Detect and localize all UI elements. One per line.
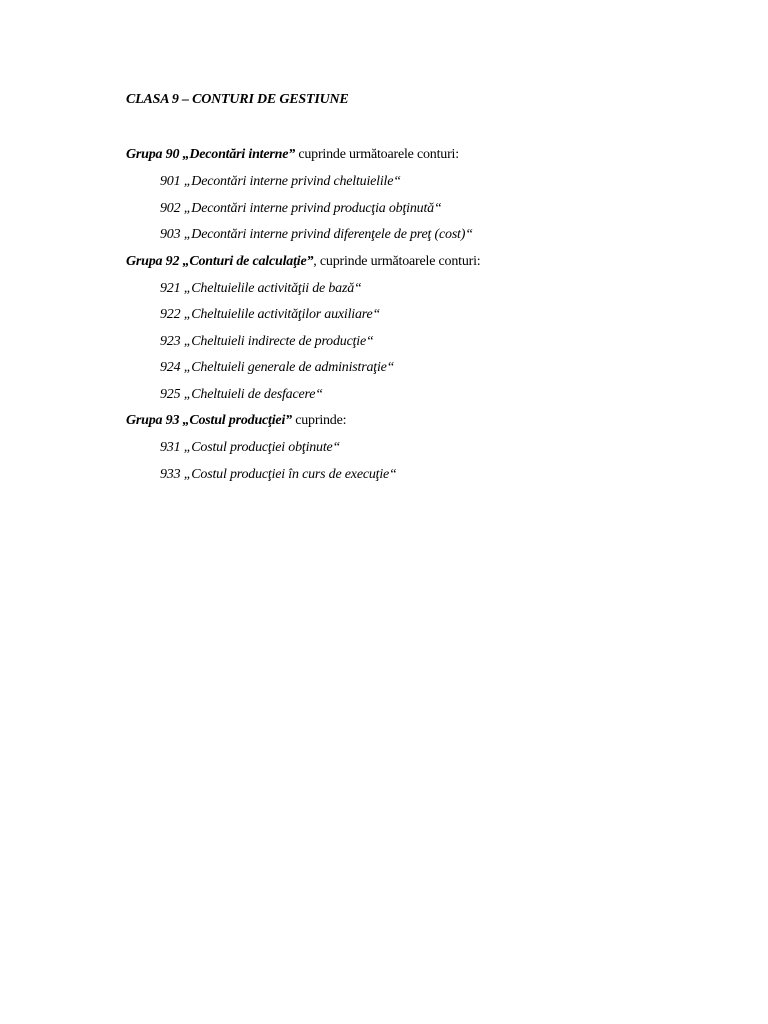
account-922: 922 „Cheltuielile activităţilor auxiliare“: [160, 307, 381, 322]
group-90-heading: [126, 147, 459, 163]
account-902: 902 „Decontări interne privind producţia obţinută“: [160, 201, 442, 216]
group-92-title: Grupa 92 „Conturi de calculaţie”: [126, 254, 314, 269]
group-90-description: cuprinde următoarele conturi:: [295, 147, 459, 162]
group-93-heading: [126, 413, 346, 429]
account-921: 921 „Cheltuielile activităţii de bază“: [160, 281, 362, 296]
group-93-title: Grupa 93 „Costul producţiei”: [126, 413, 292, 428]
account-924: 924 „Cheltuieli generale de administraţie“: [160, 360, 395, 375]
document-title: CLASA 9 – CONTURI DE GESTIUNE: [126, 92, 349, 107]
group-93-description: cuprinde:: [291, 413, 347, 428]
group-90-title: Grupa 90 „Decontări interne”: [126, 147, 296, 162]
account-933: 933 „Costul producţiei în curs de execuţie“: [160, 467, 397, 482]
account-925: 925 „Cheltuieli de desfacere“: [160, 387, 323, 402]
account-923: 923 „Cheltuieli indirecte de producţie“: [160, 334, 374, 349]
group-92-description: , cuprinde următoarele conturi:: [313, 254, 481, 269]
group-92-heading: [126, 254, 480, 270]
account-903: 903 „Decontări interne privind diferenţele de preţ (cost)“: [160, 227, 473, 242]
account-901: 901 „Decontări interne privind cheltuielile“: [160, 174, 401, 189]
account-931: 931 „Costul producţiei obţinute“: [160, 440, 341, 455]
